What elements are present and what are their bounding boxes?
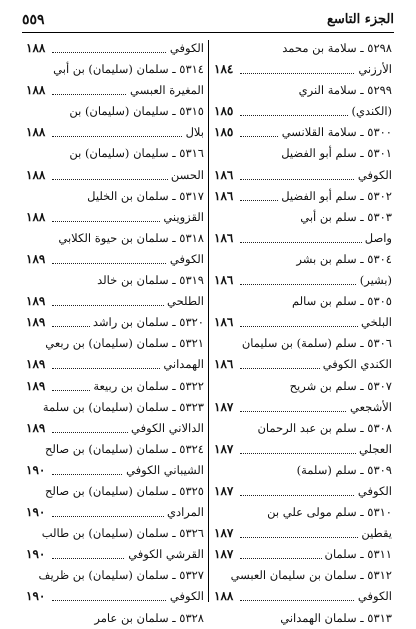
index-entry	[214, 608, 392, 629]
entry-text: ٥٣٢٦ ـ سلمان (سليمان) بن طالب	[41, 526, 204, 541]
entry-text: ٥٣١٤ ـ سلمان (سليمان) بن أبي	[53, 62, 204, 77]
entry-text: ٥٣٠٠ ـ سلامة القلانسي	[279, 122, 392, 143]
entry-text: ٥٣٠٥ ـ سلم بن سالم	[291, 294, 392, 309]
entry-text: ٥٣٠١ ـ سلم أبو الفضيل	[281, 146, 392, 161]
entry-page-number: ١٨٨	[26, 38, 47, 59]
index-entry	[214, 376, 392, 397]
entry-text: (بشير)	[357, 270, 392, 291]
entry-text: ٥٣١٧ ـ سلمان بن الخليل	[87, 188, 204, 203]
index-entry	[26, 122, 204, 143]
index-entry	[214, 291, 392, 312]
entry-text: (الكندي)	[348, 101, 392, 122]
index-entry	[26, 481, 204, 502]
index-entry	[26, 165, 204, 186]
index-entry	[214, 523, 392, 544]
index-entry	[214, 565, 392, 586]
entry-text: ٥٣١٦ ـ سليمان (سليمان) بن	[69, 146, 204, 161]
index-entry	[214, 101, 392, 122]
index-entry	[214, 481, 392, 502]
entry-page-number: ١٨٩	[26, 312, 47, 333]
entry-text: الأرزني	[355, 59, 392, 80]
entry-page-number: ١٨٩	[26, 418, 47, 439]
entry-page-number: ١٩٠	[26, 502, 47, 523]
index-entry	[214, 544, 392, 565]
entry-text: الكوفي	[355, 586, 392, 607]
entry-page-number: ١٨٦	[214, 165, 235, 186]
entry-text: القزويني	[160, 207, 204, 228]
index-entry	[26, 249, 204, 270]
entry-text: ٥٣٢٣ ـ سلمان (سليمان) بن سلمة	[42, 399, 204, 414]
entry-text: الحسن	[168, 165, 204, 186]
entry-page-number: ١٨٧	[214, 544, 235, 565]
index-entry	[26, 291, 204, 312]
index-entry	[214, 312, 392, 333]
entry-text: المغيرة العبسي	[127, 80, 204, 101]
header-rule	[22, 32, 394, 33]
entry-text: الكوفي	[167, 586, 204, 607]
index-entry	[26, 228, 204, 249]
entry-page-number: ١٨٩	[26, 249, 47, 270]
index-entry	[214, 59, 392, 80]
entry-page-number: ١٨٨	[214, 586, 235, 607]
index-entry	[26, 143, 204, 164]
index-entry	[26, 207, 204, 228]
entry-text: القرشي الكوفي	[125, 544, 204, 565]
entry-page-number: ١٨٨	[26, 122, 47, 143]
entry-text: واصل	[362, 228, 392, 249]
entry-text: الكوفي	[355, 481, 392, 502]
index-entry	[214, 586, 392, 607]
index-entry	[214, 460, 392, 481]
entry-text: ٥٣٠٨ ـ سلم بن عبد الرحمان	[257, 420, 392, 435]
index-entry	[26, 460, 204, 481]
entry-text: ٥٣١٩ ـ سلمان بن خالد	[97, 273, 204, 288]
index-entry	[26, 376, 204, 397]
index-entry	[26, 312, 204, 333]
entry-page-number: ١٨٦	[214, 270, 235, 291]
index-entry	[214, 143, 392, 164]
index-entry	[214, 80, 392, 101]
index-entry	[214, 122, 392, 143]
index-entry	[214, 502, 392, 523]
entry-page-number: ١٨٨	[26, 165, 47, 186]
entry-page-number: ١٨٨	[26, 207, 47, 228]
entry-text: الطلحي	[164, 291, 204, 312]
entry-text: المرادي	[164, 502, 204, 523]
index-entry	[214, 270, 392, 291]
index-entry	[26, 101, 204, 122]
entry-text: ٥٣٠٧ ـ سلم بن شريح	[289, 378, 392, 393]
entry-text: ٥٣٠٦ ـ سلم (سلمة) بن سليمان	[241, 336, 392, 351]
entry-page-number: ١٩٠	[26, 460, 47, 481]
entry-page-number: ١٨٨	[26, 80, 47, 101]
entry-page-number: ١٨٦	[214, 228, 235, 249]
entry-text: الكوفي	[355, 165, 392, 186]
index-entry	[26, 608, 204, 629]
entry-text: الكندي الكوفي	[320, 354, 392, 375]
entry-text: ٥٣١٢ ـ سلمان بن سليمان العبسي	[230, 568, 392, 583]
entry-text: ٥٣١٥ ـ سليمان (سليمان) بن	[69, 104, 204, 119]
index-entry	[214, 186, 392, 207]
index-entry	[214, 354, 392, 375]
entry-text: ٥٣٢٤ ـ سلمان (سليمان) بن صالح	[44, 441, 204, 456]
entry-page-number: ١٨٧	[214, 439, 235, 460]
index-entry	[26, 418, 204, 439]
index-entry	[214, 228, 392, 249]
entry-text: بلال	[183, 122, 204, 143]
entry-text: ٥٣٢٢ ـ سلمان بن ربيعة	[90, 376, 204, 397]
index-entry	[26, 565, 204, 586]
entry-text: ٥٣٢٠ ـ سلمان بن راشد	[90, 312, 204, 333]
page-number: ٥٥٩	[22, 12, 45, 28]
entry-text: ٥٣٠٣ ـ سلم بن أبي	[300, 209, 392, 224]
index-column-right	[214, 38, 392, 629]
index-entry	[214, 397, 392, 418]
entry-text: ٥٣٠٢ ـ سلم أبو الفضيل	[278, 186, 392, 207]
entry-text: ٥٣١٠ ـ سلم مولى علي بن	[267, 505, 392, 520]
entry-page-number: ١٨٥	[214, 101, 235, 122]
index-entry	[26, 333, 204, 354]
entry-page-number: ١٨٩	[26, 354, 47, 375]
index-entry	[214, 418, 392, 439]
entry-text: الكوفي	[167, 38, 204, 59]
column-separator	[208, 40, 209, 602]
entry-text: ٥٣٢٥ ـ سلمان (سليمان) بن صالح	[44, 483, 204, 498]
entry-page-number: ١٨٦	[214, 186, 235, 207]
entry-page-number: ١٨٤	[214, 59, 235, 80]
page-header	[22, 12, 394, 32]
index-entry	[214, 249, 392, 270]
index-entry	[26, 586, 204, 607]
entry-text: ٥٢٩٩ ـ سلامة النري	[298, 83, 392, 98]
entry-page-number: ١٨٥	[214, 122, 235, 143]
index-entry	[214, 165, 392, 186]
entry-text: البلخي	[358, 312, 392, 333]
entry-page-number: ١٨٦	[214, 354, 235, 375]
running-title: الجزء التاسع	[326, 12, 394, 27]
entry-page-number: ١٨٩	[26, 291, 47, 312]
index-entry	[26, 80, 204, 101]
index-entry	[214, 333, 392, 354]
entry-page-number: ١٨٧	[214, 397, 235, 418]
entry-text: ٥٣٠٤ ـ سلم بن بشر	[296, 251, 392, 266]
entry-text: ٥٣١٨ ـ سلمان بن حيوة الكلابي	[58, 230, 204, 245]
entry-text: ٥٣٢١ ـ سلمان (سليمان) بن ربعي	[45, 336, 204, 351]
index-entry	[26, 523, 204, 544]
index-entry	[26, 354, 204, 375]
index-entry	[26, 270, 204, 291]
index-entry	[26, 59, 204, 80]
index-entry	[214, 207, 392, 228]
index-column-left	[26, 38, 204, 629]
index-entry	[214, 439, 392, 460]
entry-page-number: ١٨٧	[214, 523, 235, 544]
entry-text: الشيباني الكوفي	[123, 460, 204, 481]
entry-page-number: ١٩٠	[26, 586, 47, 607]
entry-text: الكوفي	[167, 249, 204, 270]
entry-text: ٥٣٢٨ ـ سلمان بن عامر	[94, 610, 204, 625]
entry-text: ٥٣٠٩ ـ سلم (سلمة)	[296, 462, 392, 477]
index-entry	[26, 186, 204, 207]
index-entry	[26, 397, 204, 418]
entry-text: ٥٣١١ ـ سلمان	[322, 544, 392, 565]
index-entry	[26, 544, 204, 565]
index-entry	[26, 439, 204, 460]
entry-text: الأشجعي	[347, 397, 392, 418]
entry-text: يقطين	[358, 523, 392, 544]
entry-page-number: ١٨٧	[214, 481, 235, 502]
index-entry	[26, 502, 204, 523]
entry-page-number: ١٩٠	[26, 544, 47, 565]
index-entry	[214, 38, 392, 59]
index-entry	[26, 38, 204, 59]
entry-text: ٥٢٩٨ ـ سلامة بن محمد	[282, 41, 392, 55]
entry-page-number: ١٨٩	[26, 376, 47, 397]
entry-page-number: ١٨٦	[214, 312, 235, 333]
entry-text: الدالاني الكوفي	[128, 418, 204, 439]
entry-text: ٥٣١٣ ـ سلمان الهمداني	[280, 610, 392, 625]
entry-text: ٥٣٢٧ ـ سلمان (سليمان) بن ظريف	[38, 568, 204, 583]
entry-text: العجلي	[356, 439, 392, 460]
entry-text: الهمداني	[160, 354, 204, 375]
